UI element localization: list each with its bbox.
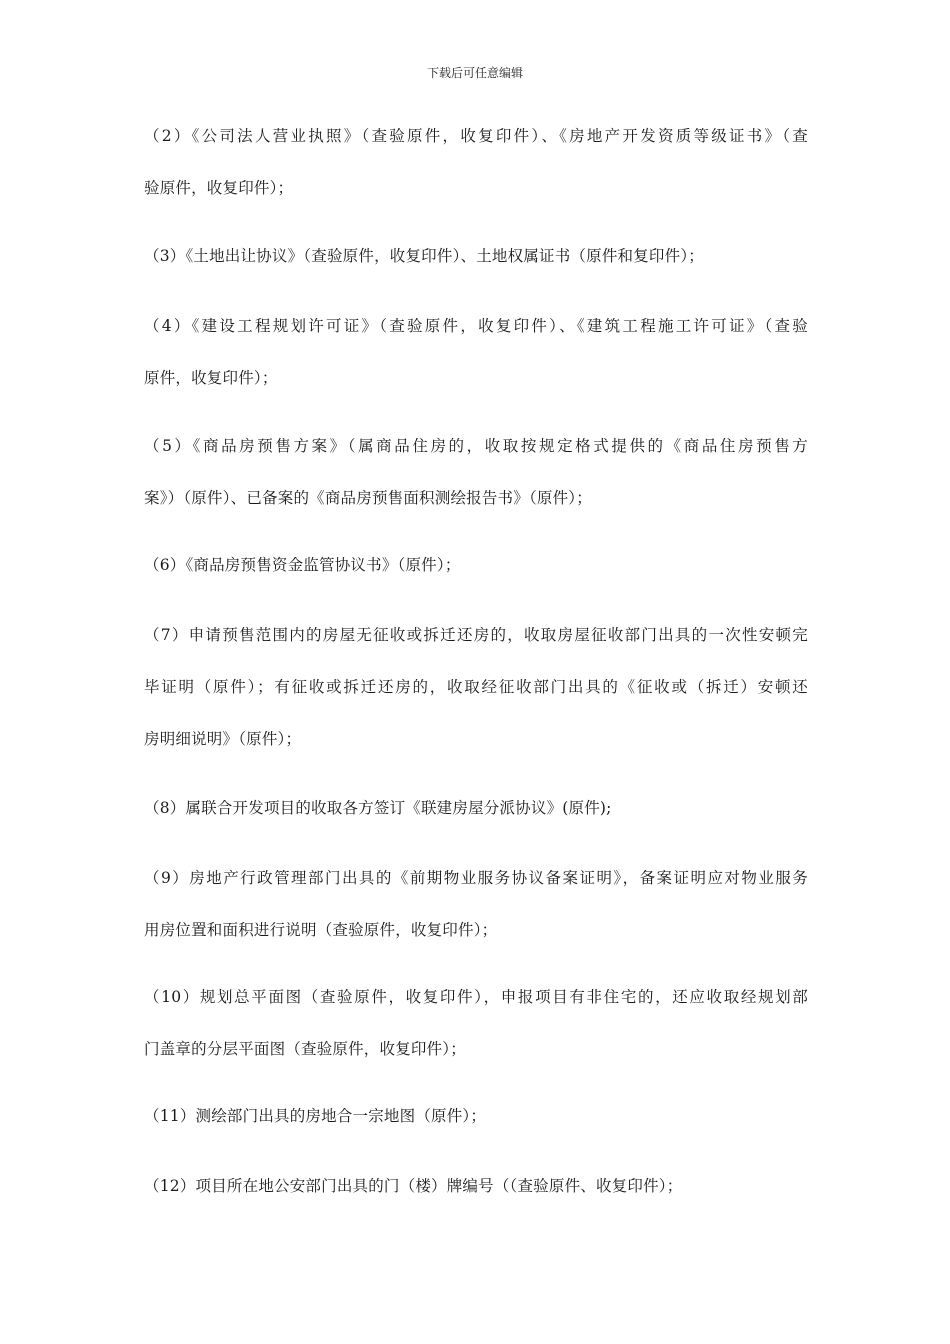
list-item-7 — [144, 609, 808, 765]
list-item-line: （8）属联合开发项目的收取各方签订《联建房屋分派协议》(原件); — [144, 799, 612, 817]
list-item-9 — [144, 852, 808, 956]
list-item-line: 房明细说明》（原件）； — [144, 730, 302, 748]
list-item-line: 门盖章的分层平面图（查验原件，收复印件）； — [144, 1040, 466, 1058]
list-item-line: （7）申请预售范围内的房屋无征收或拆迁还房的，收取房屋征收部门出具的一次性安顿完 — [144, 626, 808, 644]
list-item-line: （6）《商品房预售资金监管协议书》（原件）； — [144, 556, 461, 574]
list-item-2 — [144, 110, 808, 214]
list-item-line: （3）《土地出让协议》（查验原件，收复印件）、土地权属证书（原件和复印件）； — [144, 247, 704, 265]
list-item-line: （9）房地产行政管理部门出具的《前期物业服务协议备案证明》，备案证明应对物业服务 — [144, 869, 808, 887]
list-item-line: 案》）（原件）、已备案的《商品房预售面积测绘报告书》（原件）； — [144, 489, 592, 507]
list-item-line: 毕证明（原件）；有征收或拆迁还房的，收取经征收部门出具的《征收或（拆迁）安顿还 — [144, 678, 808, 696]
list-item-line: （10）规划总平面图（查验原件，收复印件），申报项目有非住宅的，还应收取经规划部 — [144, 988, 808, 1006]
list-item-6 — [144, 539, 808, 591]
page-header-note: 下载后可任意编辑 — [426, 66, 523, 80]
list-item-8 — [144, 782, 808, 834]
list-item-line: （5）《商品房预售方案》（属商品住房的，收取按规定格式提供的《商品住房预售方 — [144, 437, 808, 455]
list-item-line: 验原件，收复印件）； — [144, 179, 294, 197]
list-item-3 — [144, 230, 808, 282]
list-item-12 — [144, 1160, 808, 1212]
list-item-10 — [144, 971, 808, 1075]
list-item-line: （12）项目所在地公安部门出具的门（楼）牌编号（（查验原件、收复印件）； — [144, 1177, 683, 1195]
list-item-line: 用房位置和面积进行说明（查验原件，收复印件）； — [144, 921, 498, 939]
list-item-4 — [144, 300, 808, 404]
list-item-line: 原件，收复印件）； — [144, 369, 278, 387]
list-item-line: （11）测绘部门出具的房地合一宗地图（原件）； — [144, 1107, 487, 1125]
list-item-line: （2）《公司法人营业执照》（查验原件，收复印件）、《房地产开发资质等级证书》（查 — [144, 127, 808, 145]
list-item-11 — [144, 1090, 808, 1142]
list-item-line: （4）《建设工程规划许可证》（查验原件，收复印件）、《建筑工程施工许可证》（查验 — [144, 317, 808, 335]
list-item-5 — [144, 420, 808, 524]
